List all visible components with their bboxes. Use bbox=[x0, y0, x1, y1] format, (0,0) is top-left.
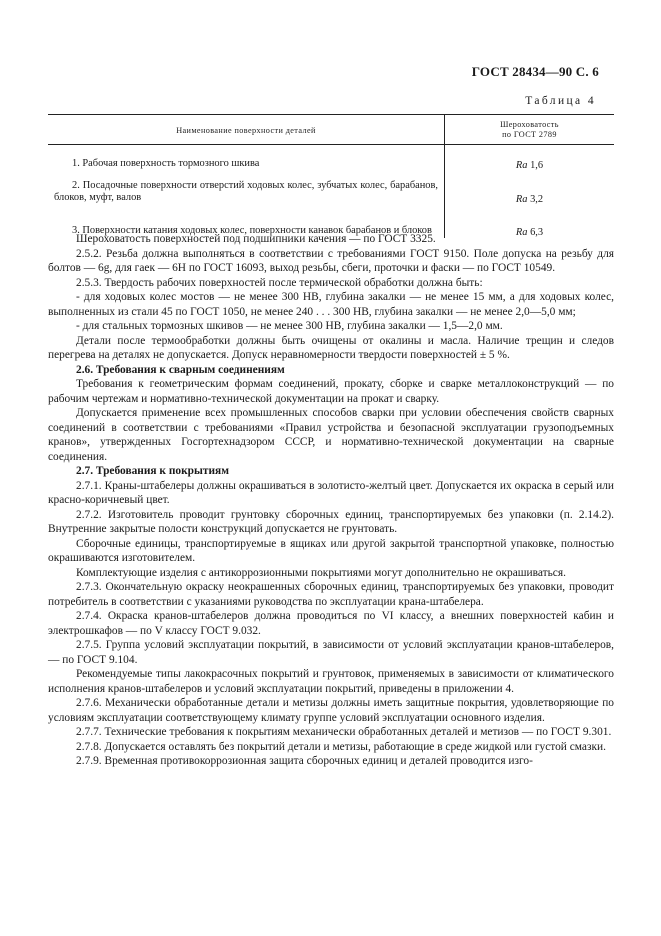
paragraph: 2.7.5. Группа условий эксплуатации покрытий, в зависимости от условий эксплуатации кранов-штабелеров, — по ГОСТ 9.104. bbox=[48, 639, 614, 666]
table-cell-surface: 1. Рабочая поверхность тормозного шкива bbox=[48, 145, 445, 171]
ra-symbol: Ra bbox=[515, 193, 528, 205]
paragraph: 2.7.4. Окраска кранов-штабелеров должна проводиться по VI классу, а внешних поверхностей кабин и электрошкафов — по V классу ГОСТ 9.032. bbox=[48, 610, 614, 637]
table-cell-roughness bbox=[445, 171, 615, 205]
column-header-roughness-line1: Шероховатость bbox=[500, 120, 559, 129]
paragraph: 2.5.2. Резьба должна выполняться в соответствии с требованиями ГОСТ 9150. Поле допуска на резьбу для болтов — 6g, для гаек — 6Н по ГОСТ 16093, выход резьбы, сбеги, проточки и фаски — по ГОСТ 10549. bbox=[48, 247, 614, 274]
column-header-roughness-line2: по ГОСТ 2789 bbox=[502, 130, 557, 139]
table-cell-roughness bbox=[445, 145, 615, 171]
table-cell-surface: 3. Поверхности катания ходовых колес, поверхности канавок барабанов и блоков bbox=[48, 205, 445, 238]
paragraph: 2.7.2. Изготовитель проводит грунтовку сборочных единиц, транспортируемых без упаковки (п. 2.14.2). Внутренние закрытые полости конструкций допускается не грунтовать. bbox=[48, 508, 614, 535]
body-text bbox=[48, 232, 614, 769]
ra-value: 6,3 bbox=[530, 226, 544, 238]
paragraph: 2.7.6. Механически обработанные детали и метизы должны иметь защитные покрытия, удовлетворяющие по условиям эксплуатации соответствующему климату группе условий эксплуатации основного изделия. bbox=[48, 697, 614, 724]
paragraph: Шероховатость поверхностей под подшипники качения — по ГОСТ 3325. bbox=[76, 233, 436, 245]
ra-symbol: Ra bbox=[515, 226, 528, 238]
paragraph: 2.7.3. Окончательную окраску неокрашенных сборочных единиц, транспортируемых без упаковки, проводит потребитель в соответствии с указаниями руководства по эксплуатации крана-штабелера. bbox=[48, 581, 614, 608]
ra-value: 1,6 bbox=[530, 159, 544, 171]
paragraph: 2.7.9. Временная противокоррозионная защита сборочных единиц и деталей проводится изго- bbox=[76, 755, 533, 767]
document-reference: ГОСТ 28434—90 С. 6 bbox=[471, 64, 599, 79]
paragraph: Сборочные единицы, транспортируемые в ящиках или другой закрытой транспортной упаковке, полностью окрашиваются изготовителем. bbox=[48, 537, 614, 564]
table-label: Таблица 4 bbox=[525, 95, 596, 107]
table-header-row bbox=[48, 115, 614, 145]
paragraph: - для ходовых колес мостов — не менее 300 НВ, глубина закалки — не менее 15 мм, а для ходовых колес, выполненных из стали 45 по ГОСТ 1050, не менее 240 . . . 300 НВ, глубина закалки — не менее 2,0—5,0 мм; bbox=[48, 291, 614, 318]
table-row bbox=[48, 145, 614, 171]
paragraph: Детали после термообработки должны быть очищены от окалины и масла. Наличие трещин и следов перегрева на деталях не допускается. Допуск неравномерности твердости поверхностей ± 5 %. bbox=[48, 334, 614, 361]
column-header-roughness bbox=[445, 115, 615, 145]
paragraph: - для стальных тормозных шкивов — не менее 300 НВ, глубина закалки — 1,5—2,0 мм. bbox=[76, 320, 503, 332]
ra-symbol: Ra bbox=[515, 159, 528, 171]
paragraph: 2.7.8. Допускается оставлять без покрытий детали и метизы, работающие в среде жидкой или густой смазки. bbox=[76, 740, 606, 753]
section-heading: 2.7. Требования к покрытиям bbox=[76, 465, 229, 477]
paragraph: Комплектующие изделия с антикоррозионными покрытиями могут дополнительно не окрашиваться. bbox=[76, 566, 566, 579]
paragraph: 2.5.3. Твердость рабочих поверхностей после термической обработки должна быть: bbox=[76, 276, 483, 289]
paragraph: 2.7.1. Краны-штабелеры должны окрашиваться в золотисто-желтый цвет. Допускается их окраска в серый или красно-коричневый цвет. bbox=[48, 479, 614, 506]
table-cell-surface: 2. Посадочные поверхности отверстий ходовых колес, зубчатых колес, барабанов, блоков, муфт, валов bbox=[48, 171, 445, 205]
paragraph: Требования к геометрическим формам соединений, прокату, сборке и сварке металлоконструкций — по рабочим чертежам и нормативно-технической документации на прокат и сварку. bbox=[48, 378, 614, 405]
column-header-surface: Наименование поверхности деталей bbox=[48, 115, 445, 145]
section-heading: 2.6. Требования к сварным соединениям bbox=[76, 363, 285, 376]
table-row bbox=[48, 171, 614, 205]
paragraph: Допускается применение всех промышленных способов сварки при условии обеспечения свойств сварных соединений в соответствии с требованиями «Правил устройства и безопасной эксплуатации грузоподъемных кранов», утвержденных Госгортехнадзором СССР, и нормативно-технической документации на сварные соединения. bbox=[48, 407, 614, 463]
roughness-table bbox=[48, 114, 614, 238]
paragraph: Рекомендуемые типы лакокрасочных покрытий и грунтовок, применяемых в зависимости от климатического исполнения кранов-штабелеров и условий эксплуатации покрытий, приведены в приложении 4. bbox=[48, 668, 614, 695]
paragraph: 2.7.7. Технические требования к покрытиям механически обработанных деталей и метизов — по ГОСТ 9.301. bbox=[76, 726, 612, 738]
ra-value: 3,2 bbox=[530, 193, 544, 205]
